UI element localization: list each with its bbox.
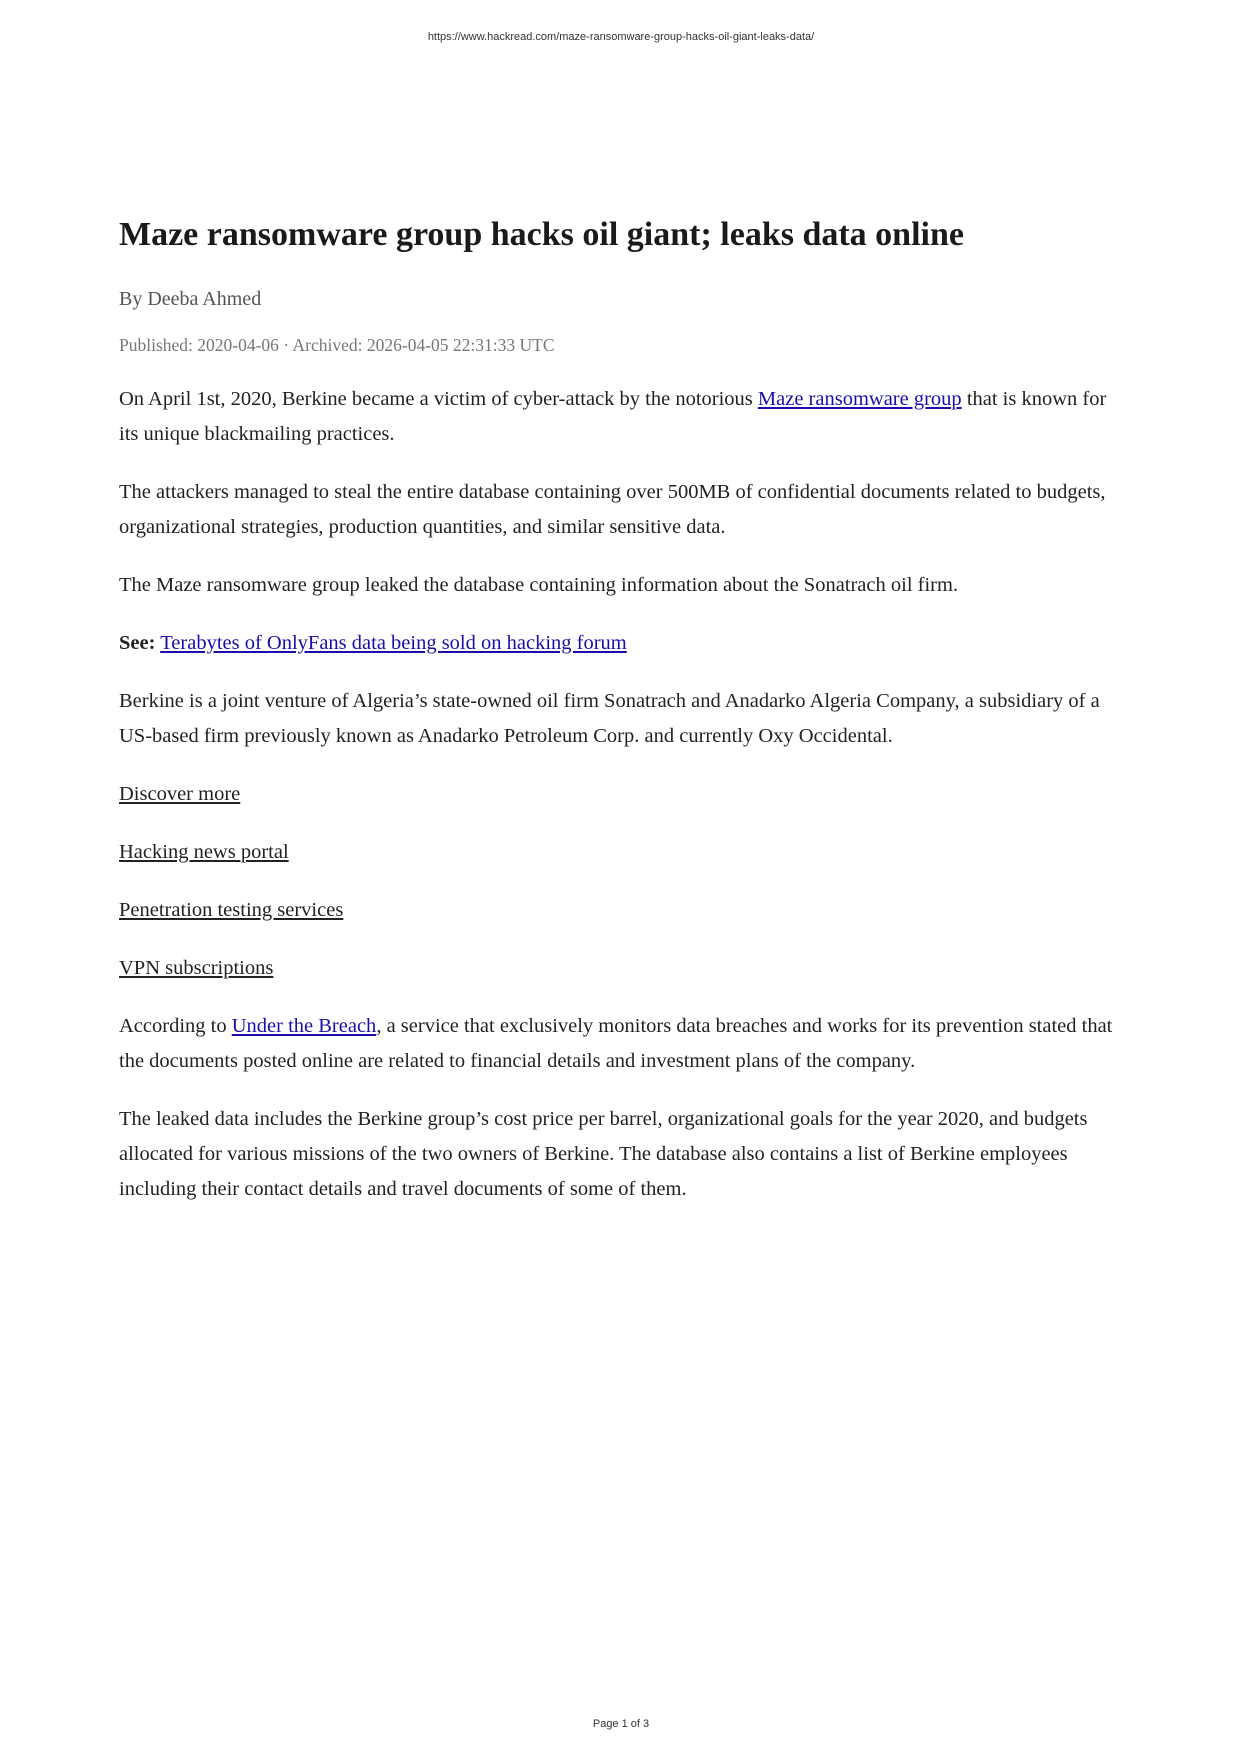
article-title: Maze ransomware group hacks oil giant; leaks data online <box>119 216 964 253</box>
paragraph-leak: The Maze ransomware group leaked the database containing information about the Sonatrach oil firm. <box>119 574 959 596</box>
discover-more-item <box>119 835 1119 870</box>
paragraph-text: According to <box>119 1015 232 1037</box>
see-also <box>119 626 1119 661</box>
discover-more-link[interactable]: Discover more <box>119 783 241 805</box>
under-the-breach-link[interactable]: Under the Breach <box>231 1015 377 1037</box>
maze-ransomware-group-link[interactable]: Maze ransomware group <box>757 388 962 410</box>
see-label: See: <box>119 632 156 654</box>
discover-more-item <box>119 893 1119 928</box>
paragraph-text: that is known for its unique blackmailing practices. <box>119 388 1107 445</box>
paragraph-text: , a service that exclusively monitors data breaches and works for its prevention stated that the documents posted online are related to financial details and investment plans of the company. <box>119 1015 1113 1072</box>
vpn-subscriptions-link[interactable]: VPN subscriptions <box>119 957 274 979</box>
discover-more-item <box>119 951 1119 986</box>
penetration-testing-services-link[interactable]: Penetration testing services <box>119 899 344 921</box>
onlyfans-article-link[interactable]: Terabytes of OnlyFans data being sold on hacking forum <box>160 632 627 654</box>
paragraph-text: On April 1st, 2020, Berkine became a victim of cyber-attack by the notorious <box>119 388 758 410</box>
page-url-header: https://www.hackread.com/maze-ransomware-group-hacks-oil-giant-leaks-data/ <box>427 31 815 43</box>
paragraph-under-the-breach <box>119 1009 1119 1079</box>
hacking-news-portal-link[interactable]: Hacking news portal <box>119 841 289 863</box>
paragraph-leaked-data: The leaked data includes the Berkine group’s cost price per barrel, organizational goals for the year 2020, and budgets allocated for various missions of the two owners of Berkine. The database also contains a list of Berkine employees including their contact details and travel documents of some of them. <box>119 1108 1088 1200</box>
page-number-footer: Page 1 of 3 <box>592 1718 650 1730</box>
author-byline: By Deeba Ahmed <box>119 288 262 310</box>
paragraph-intro <box>119 382 1119 452</box>
paragraph-database-theft: The attackers managed to steal the entire database containing over 500MB of confidential documents related to budgets, organizational strategies, production quantities, and similar sensitive data. <box>119 481 1106 538</box>
discover-more-item <box>119 777 1119 812</box>
article <box>119 215 1119 1207</box>
paragraph-joint-venture: Berkine is a joint venture of Algeria’s state-owned oil firm Sonatrach and Anadarko Algeria Company, a subsidiary of a US-based firm previously known as Anadarko Petroleum Corp. and currently Oxy Occidental. <box>119 690 1100 747</box>
publish-dates: Published: 2020-04-06 · Archived: 2026-04-05 22:31:33 UTC <box>119 335 555 355</box>
